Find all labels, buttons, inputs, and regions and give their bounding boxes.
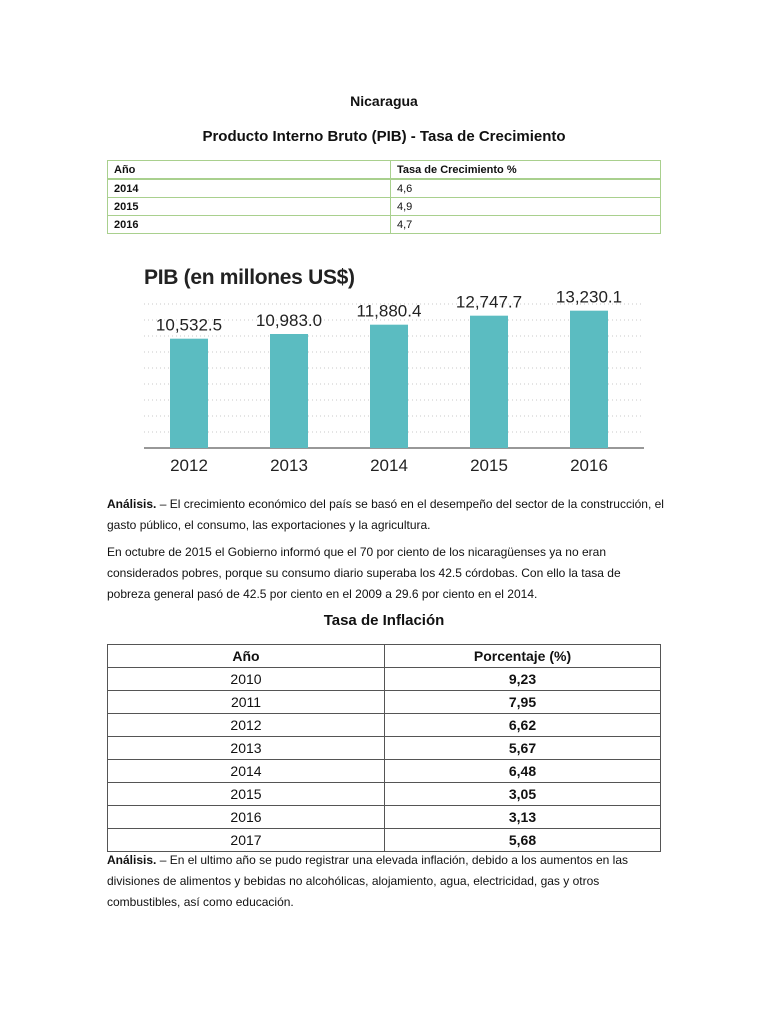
- row-rate: 4,6: [391, 179, 661, 198]
- x-tick-label-2012: 2012: [170, 456, 208, 475]
- data-label-2012: 10,532.5: [155, 315, 223, 335]
- inflation-table: [107, 644, 661, 852]
- table-row: [108, 691, 661, 714]
- table-row: [108, 668, 661, 691]
- row-year: 2016: [108, 216, 391, 234]
- row-year: 2014: [108, 179, 391, 198]
- gdp-bar-chart: [144, 264, 644, 484]
- row-year: 2015: [108, 783, 385, 806]
- row-percentage: 6,48: [385, 760, 661, 783]
- analysis-text: – En el ultimo año se pudo registrar una elevada inflación, debido a los aumentos en las divisiones de alimentos y bebidas no alcohólicas, alojamiento, agua, electricidad, gas y otros combustibles, así como educación.: [107, 853, 628, 909]
- chart-title: PIB (en millones US$): [144, 266, 355, 289]
- row-percentage: 3,13: [385, 806, 661, 829]
- row-percentage: 6,62: [385, 714, 661, 737]
- x-tick-label-2015: 2015: [470, 456, 508, 475]
- row-percentage: 5,67: [385, 737, 661, 760]
- header-percentage: Porcentaje (%): [385, 645, 661, 668]
- row-percentage: 9,23: [385, 668, 661, 691]
- row-year: 2010: [108, 668, 385, 691]
- table-row: [108, 198, 661, 216]
- header-year: Año: [108, 161, 391, 180]
- row-percentage: 5,68: [385, 829, 661, 852]
- table-row: [108, 783, 661, 806]
- chart-svg: [144, 264, 644, 484]
- analysis-label: Análisis.: [107, 497, 157, 511]
- bar-2016: [570, 311, 608, 448]
- row-year: 2013: [108, 737, 385, 760]
- analysis-text: – El crecimiento económico del país se basó en el desempeño del sector de la construcción, el gasto público, el consumo, las exportaciones y la agricultura.: [107, 497, 664, 532]
- table-header-row: [108, 645, 661, 668]
- bar-2013: [270, 334, 308, 448]
- x-tick-label-2016: 2016: [570, 456, 608, 475]
- analysis-paragraph-1: [107, 494, 667, 536]
- bar-2014: [370, 325, 408, 448]
- header-year: Año: [108, 645, 385, 668]
- gdp-growth-title: Producto Interno Bruto (PIB) - Tasa de Crecimiento: [202, 128, 566, 145]
- row-rate: 4,9: [391, 198, 661, 216]
- header-growth-rate: Tasa de Crecimiento %: [391, 161, 661, 180]
- table-row: [108, 806, 661, 829]
- table-row: [108, 829, 661, 852]
- row-year: 2014: [108, 760, 385, 783]
- row-year: 2012: [108, 714, 385, 737]
- data-label-2016: 13,230.1: [555, 287, 623, 307]
- analysis-label: Análisis.: [107, 853, 157, 867]
- row-year: 2017: [108, 829, 385, 852]
- table-row: [108, 737, 661, 760]
- data-label-2013: 10,983.0: [255, 310, 323, 330]
- row-year: 2011: [108, 691, 385, 714]
- analysis-paragraph-2: [107, 850, 667, 913]
- table-row: [108, 216, 661, 234]
- table-row: [108, 714, 661, 737]
- x-tick-label-2014: 2014: [370, 456, 408, 475]
- gdp-growth-table: [107, 160, 661, 234]
- x-tick-label-2013: 2013: [270, 456, 308, 475]
- row-percentage: 3,05: [385, 783, 661, 806]
- row-percentage: 7,95: [385, 691, 661, 714]
- table-header-row: [108, 161, 661, 180]
- inflation-title: Tasa de Inflación: [323, 612, 445, 629]
- table-row: [108, 179, 661, 198]
- row-year: 2016: [108, 806, 385, 829]
- data-label-2015: 12,747.7: [455, 292, 523, 312]
- data-label-2014: 11,880.4: [356, 301, 422, 321]
- table-row: [108, 760, 661, 783]
- bar-2015: [470, 316, 508, 448]
- country-heading: Nicaragua: [350, 93, 418, 109]
- row-year: 2015: [108, 198, 391, 216]
- row-rate: 4,7: [391, 216, 661, 234]
- poverty-paragraph: En octubre de 2015 el Gobierno informó que el 70 por ciento de los nicaragüenses ya no eran considerados pobres, porque su consumo diario superaba los 42.5 córdobas. Con ello la tasa de pobreza general pasó de 42.5 por ciento en el 2009 a 29.6 por ciento en el 2014.: [107, 545, 621, 601]
- bar-2012: [170, 339, 208, 448]
